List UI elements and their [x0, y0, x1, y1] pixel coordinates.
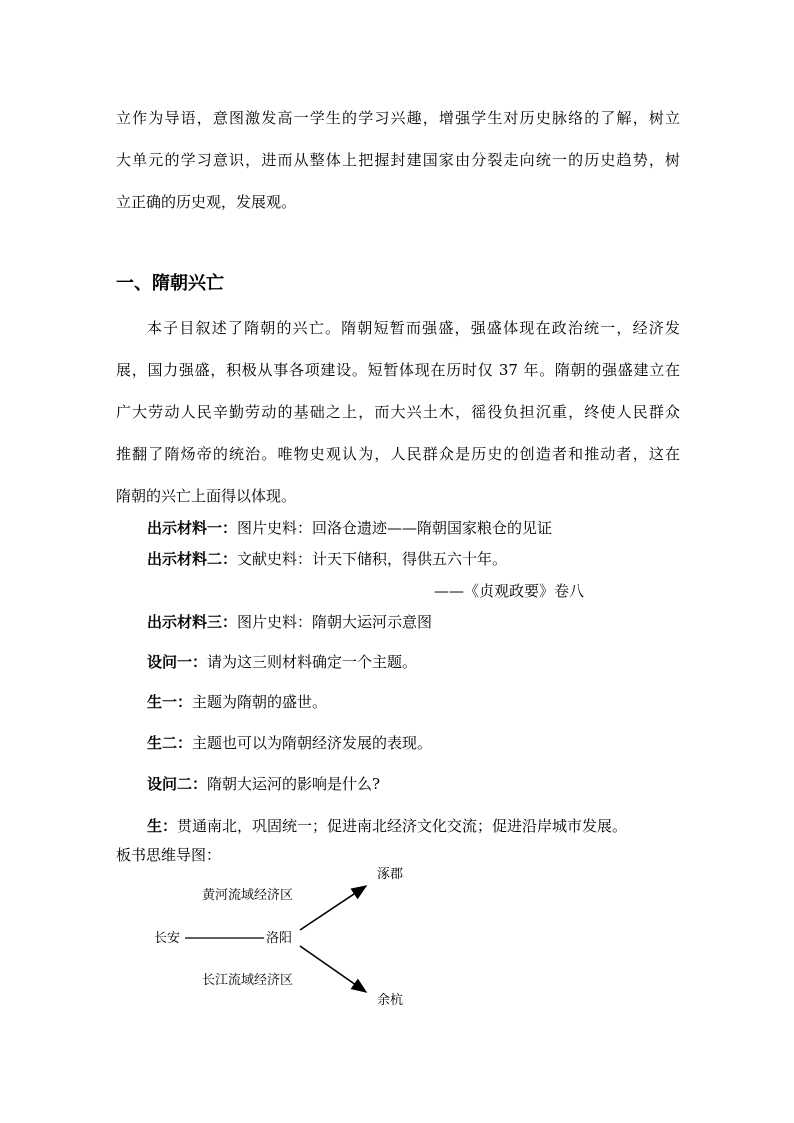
paragraph-line-2: 展，国力强盛，积极从事各项建设。短暂体现在历时仅 37 年。隋朝的强盛建立在: [116, 361, 680, 379]
speaker-label: 设问二：: [147, 775, 208, 793]
dialogue-text: 隋朝大运河的影响是什么?: [207, 775, 381, 793]
material-type: 图片史料：: [237, 613, 313, 631]
node-south-end: 余杭: [377, 993, 404, 1008]
arrow-north: [300, 886, 366, 930]
node-north-end: 涿郡: [377, 867, 404, 882]
section-heading: 一、隋朝兴亡: [116, 273, 224, 294]
node-center: 洛阳: [266, 931, 293, 946]
speaker-label: 设问一：: [147, 653, 208, 671]
material-type: 图片史料：: [237, 519, 313, 537]
node-south-region: 长江流域经济区: [202, 973, 294, 988]
material-label: 出示材料二：: [147, 550, 238, 568]
dialogue-text: 贯通南北，巩固统一；促进南北经济文化交流；促进沿岸城市发展。: [177, 817, 628, 835]
arrow-south: [300, 946, 366, 992]
material-content: 回洛仓遗迹——隋朝国家粮仓的见证: [312, 519, 553, 537]
paragraph-line-4: 推翻了隋炀帝的统治。唯物史观认为，人民群众是历史的创造者和推动者，这在: [116, 445, 680, 463]
paragraph-line-5: 隋朝的兴亡上面得以体现。: [116, 487, 297, 505]
material-label: 出示材料三：: [147, 613, 238, 631]
paragraph-line-3: 广大劳动人民辛勤劳动的基础之上，而大兴土木，徭役负担沉重，终使人民群众: [116, 403, 680, 421]
material-content: 隋朝大运河示意图: [312, 613, 433, 631]
dialogue-text: 主题也可以为隋朝经济发展的表现。: [192, 734, 433, 752]
paragraph-line-1: 本子目叙述了隋朝的兴亡。隋朝短暂而强盛，强盛体现在政治统一，经济发: [147, 319, 680, 337]
material-type: 文献史料：: [237, 550, 313, 568]
mindmap-title: 板书思维导图：: [116, 846, 222, 864]
material-label: 出示材料一：: [147, 519, 238, 537]
dialogue-text: 请为这三则材料确定一个主题。: [207, 653, 418, 671]
node-north-region: 黄河流域经济区: [202, 888, 294, 903]
speaker-label: 生一：: [147, 693, 193, 711]
speaker-label: 生二：: [147, 734, 193, 752]
speaker-label: 生：: [147, 817, 178, 835]
dialogue-text: 主题为隋朝的盛世。: [192, 693, 328, 711]
intro-line-1: 立作为导语，意图激发高一学生的学习兴趣，增强学生对历史脉络的了解，树立: [116, 109, 680, 127]
intro-line-3: 立正确的历史观，发展观。: [116, 193, 297, 211]
intro-line-2: 大单元的学习意识，进而从整体上把握封建国家由分裂走向统一的历史趋势，树: [116, 151, 680, 169]
node-start: 长安: [154, 931, 181, 946]
material-content: 计天下储积，得供五六十年。: [312, 550, 508, 568]
citation: ——《贞观政要》卷八: [433, 582, 584, 600]
